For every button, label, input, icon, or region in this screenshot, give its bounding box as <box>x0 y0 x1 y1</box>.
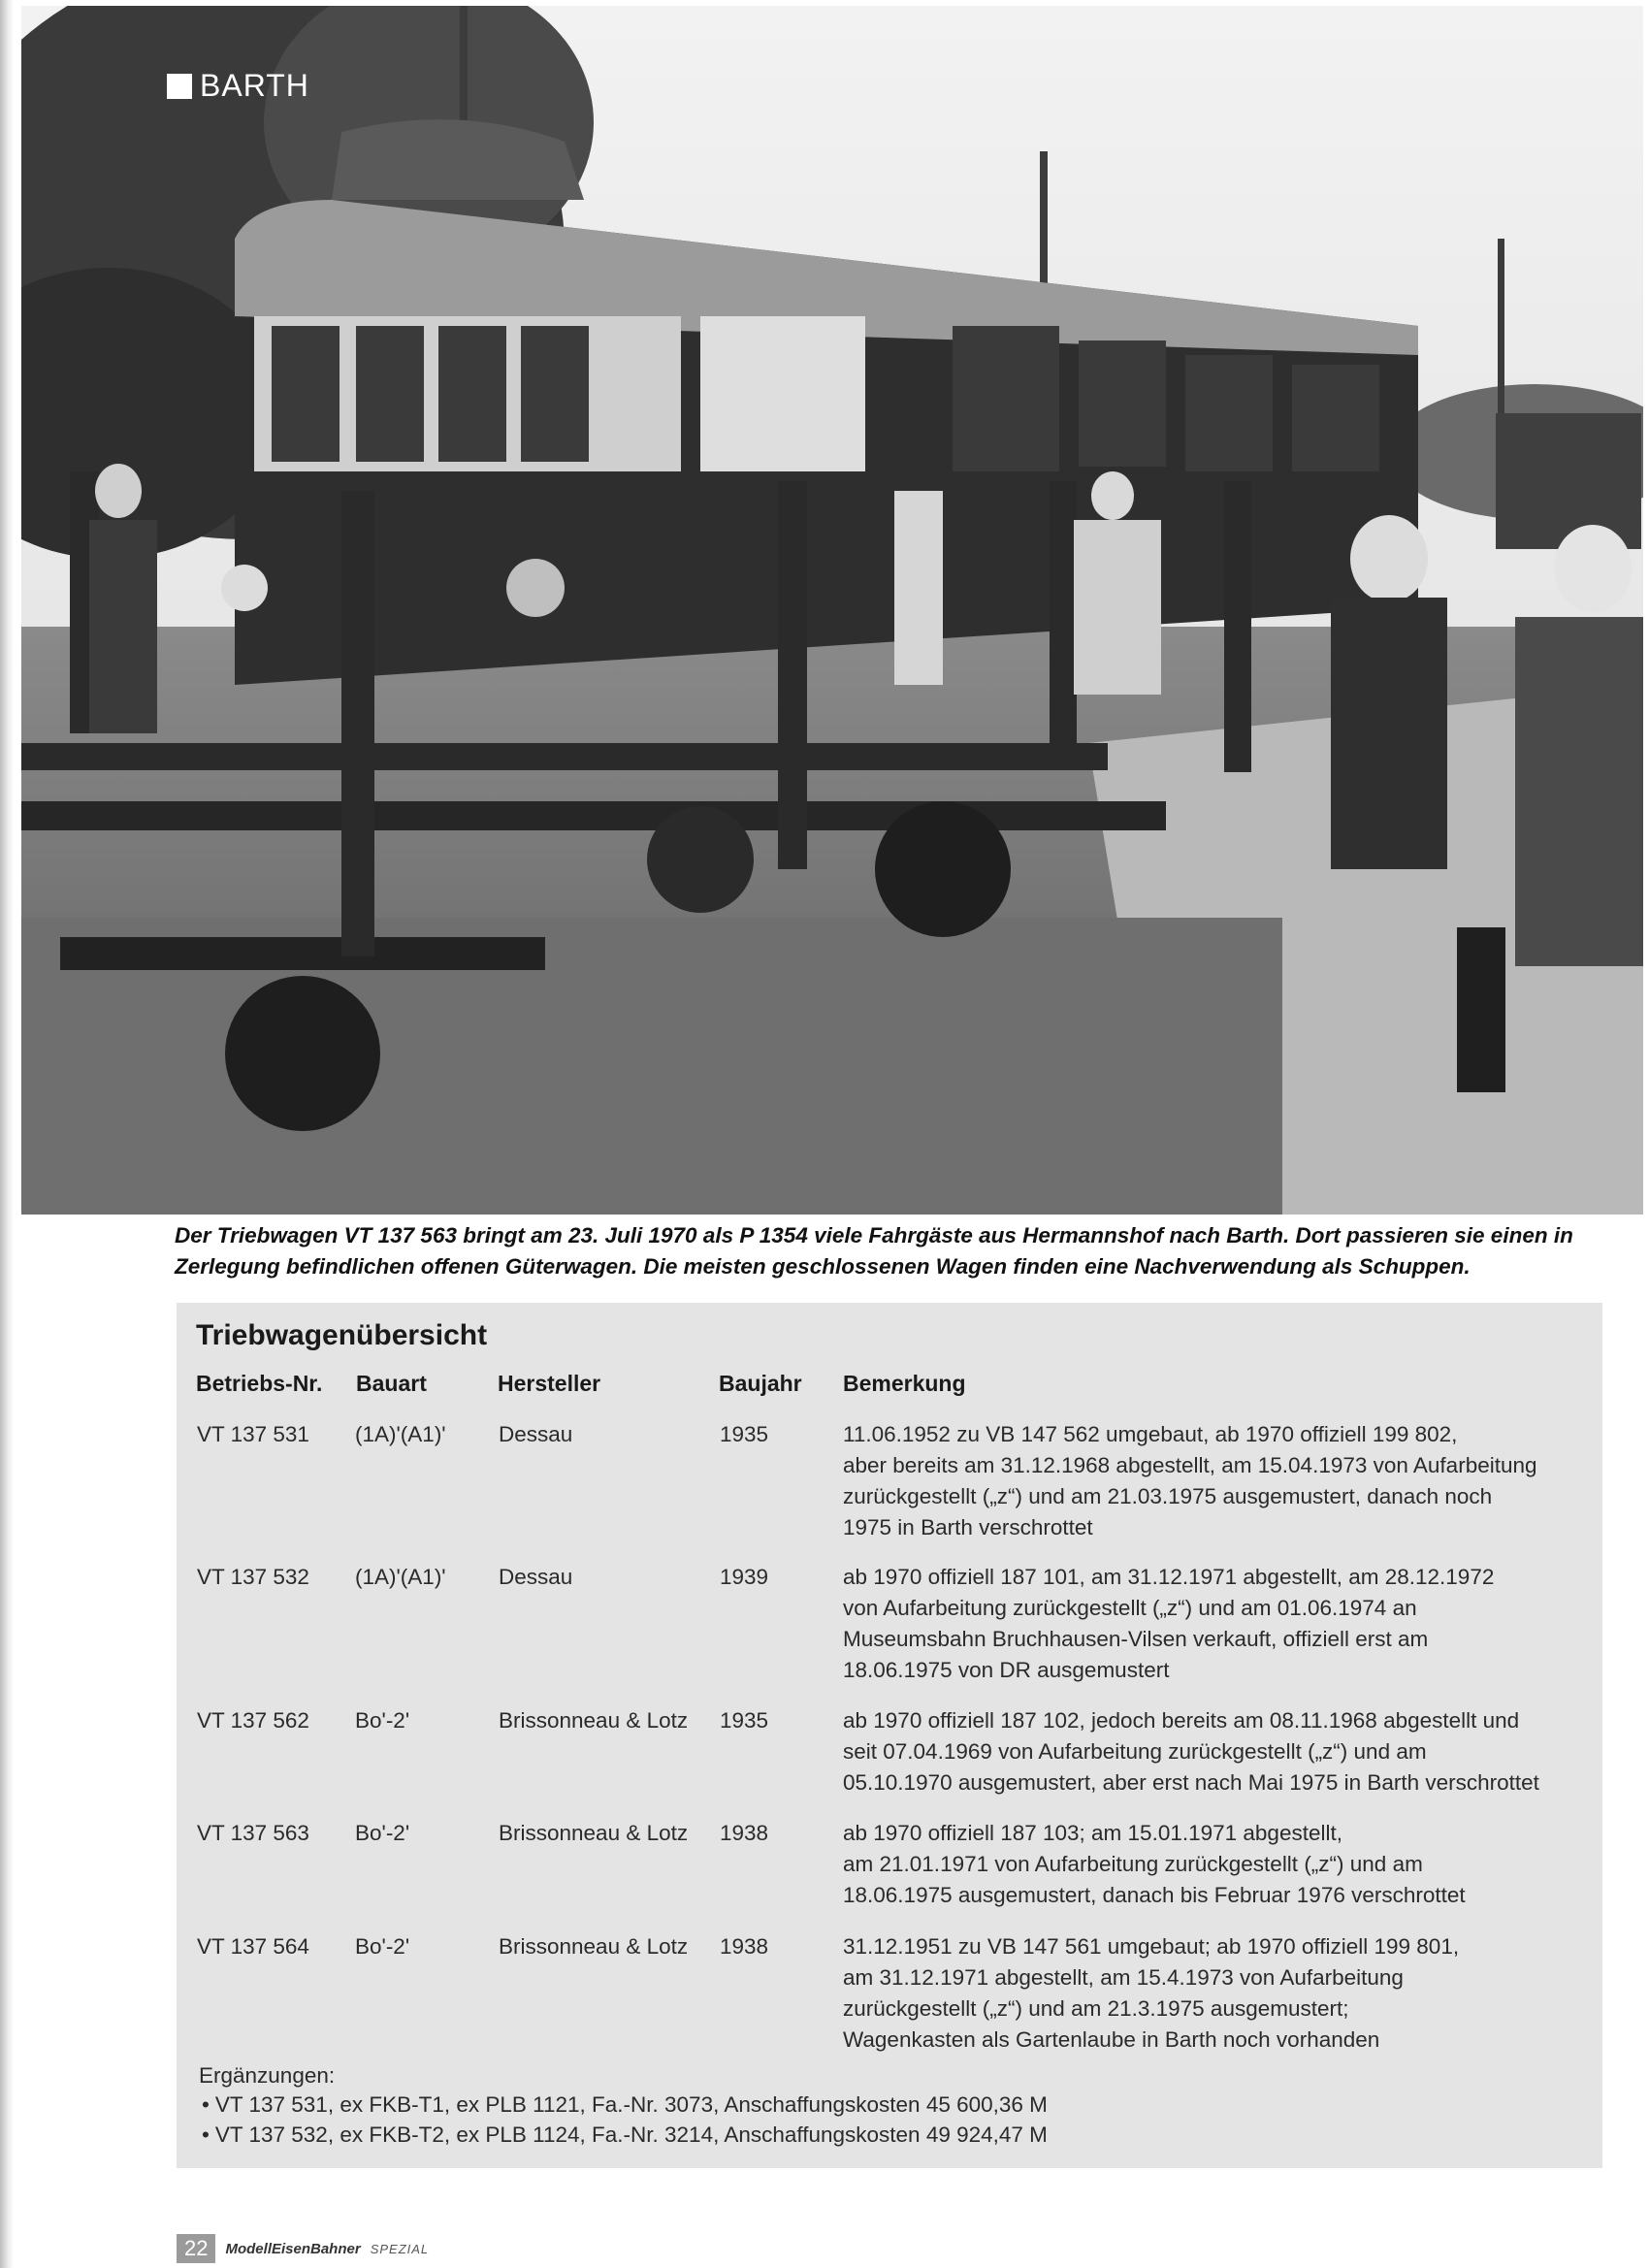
row-3-hersteller: Brissonneau & Lotz <box>499 1708 689 1733</box>
remark-line: zurückgestellt („z“) und am 21.3.1975 ausgemustert; <box>843 1996 1349 2021</box>
row-3-baujahr: 1935 <box>720 1708 769 1733</box>
supplement-item <box>202 2092 1048 2118</box>
remark-line: am 31.12.1971 abgestellt, am 15.4.1973 von Aufarbeitung <box>843 1965 1404 1990</box>
row-5-bemerkung <box>843 1931 1590 2056</box>
header-baujahr: Baujahr <box>719 1371 802 1396</box>
row-5-hersteller: Brissonneau & Lotz <box>499 1934 689 1959</box>
row-4-bauart: Bo'-2' <box>355 1821 410 1845</box>
railcar-photo-illustration <box>21 6 1643 1215</box>
remark-line: seit 07.04.1969 von Aufarbeitung zurückgestellt („z“) und am <box>843 1739 1427 1764</box>
row-2-nr: VT 137 532 <box>197 1565 309 1589</box>
row-5-nr: VT 137 564 <box>197 1934 309 1959</box>
remark-line: 1975 in Barth verschrottet <box>843 1515 1093 1539</box>
bullet-icon: • <box>202 2122 210 2147</box>
row-5-baujahr: 1938 <box>720 1934 769 1959</box>
header-hersteller: Hersteller <box>498 1371 601 1396</box>
remark-line: Museumsbahn Bruchhausen-Vilsen verkauft, offiziell erst am <box>843 1627 1429 1651</box>
remark-line: 05.10.1970 ausgemustert, aber erst nach Mai 1975 in Barth verschrottet <box>843 1770 1539 1795</box>
page-number: 22 <box>177 2234 215 2263</box>
row-1-nr: VT 137 531 <box>197 1422 309 1446</box>
railcar-photo <box>21 6 1643 1215</box>
row-4-nr: VT 137 563 <box>197 1821 309 1845</box>
section-label <box>167 68 309 104</box>
remark-line: 18.06.1975 von DR ausgemustert <box>843 1658 1170 1682</box>
row-4-hersteller: Brissonneau & Lotz <box>499 1821 689 1845</box>
remark-line: Wagenkasten als Gartenlaube in Barth noch vorhanden <box>843 2027 1380 2052</box>
row-1-baujahr: 1935 <box>720 1422 769 1446</box>
row-3-bemerkung <box>843 1705 1590 1798</box>
page-footer <box>177 2234 429 2263</box>
photo-caption: Der Triebwagen VT 137 563 bringt am 23. Juli 1970 als P 1354 viele Fahrgäste aus Hermannshof nach Barth. Dort passieren sie einen in Zerlegung befindlichen offenen Güterwagen. Die meisten geschlossenen Wagen finden eine Nachverwendung als Schuppen. <box>175 1223 1573 1279</box>
bullet-icon: • <box>202 2092 210 2117</box>
row-2-bemerkung <box>843 1562 1590 1686</box>
supplement-item <box>202 2122 1048 2148</box>
remark-line: zurückgestellt („z“) und am 21.03.1975 ausgemustert, danach noch <box>843 1484 1493 1508</box>
row-4-baujahr: 1938 <box>720 1821 769 1845</box>
section-square-icon <box>167 74 192 99</box>
remark-line: aber bereits am 31.12.1968 abgestellt, am 15.04.1973 von Aufarbeitung <box>843 1453 1537 1477</box>
row-1-hersteller: Dessau <box>499 1422 573 1446</box>
remark-line: am 21.01.1971 von Aufarbeitung zurückgestellt („z“) und am <box>843 1852 1423 1876</box>
remark-line: ab 1970 offiziell 187 101, am 31.12.1971 abgestellt, am 28.12.1972 <box>843 1565 1495 1589</box>
row-1-bauart: (1A)'(A1)' <box>355 1422 446 1446</box>
row-3-bauart: Bo'-2' <box>355 1708 410 1733</box>
remark-line: 31.12.1951 zu VB 147 561 umgebaut; ab 1970 offiziell 199 801, <box>843 1934 1460 1959</box>
magazine-brand: ModellEisenBahner <box>225 2240 361 2257</box>
remark-line: von Aufarbeitung zurückgestellt („z“) und am 01.06.1974 an <box>843 1596 1417 1620</box>
supplement-text: VT 137 532, ex FKB-T2, ex PLB 1124, Fa.-Nr. 3214, Anschaffungskosten 49 924,47 M <box>214 2122 1048 2147</box>
table-title: Triebwagenübersicht <box>196 1319 488 1351</box>
row-3-nr: VT 137 562 <box>197 1708 309 1733</box>
page-edge-shadow <box>0 0 14 2268</box>
row-1-bemerkung <box>843 1419 1590 1543</box>
remark-line: ab 1970 offiziell 187 102, jedoch bereits am 08.11.1968 abgestellt und <box>843 1708 1520 1733</box>
row-5-bauart: Bo'-2' <box>355 1934 410 1959</box>
header-bauart: Bauart <box>356 1371 427 1396</box>
remark-line: 18.06.1975 ausgemustert, danach bis Februar 1976 verschrottet <box>843 1883 1466 1907</box>
row-4-bemerkung <box>843 1818 1590 1911</box>
supplement-text: VT 137 531, ex FKB-T1, ex PLB 1121, Fa.-Nr. 3073, Anschaffungskosten 45 600,36 M <box>214 2092 1048 2117</box>
section-label-text: BARTH <box>200 68 309 103</box>
header-bemerkung: Bemerkung <box>843 1371 966 1396</box>
supplements-title: Ergänzungen: <box>199 2063 336 2088</box>
row-2-bauart: (1A)'(A1)' <box>355 1565 446 1589</box>
remark-line: 11.06.1952 zu VB 147 562 umgebaut, ab 1970 offiziell 199 802, <box>843 1422 1458 1446</box>
remark-line: ab 1970 offiziell 187 103; am 15.01.1971 abgestellt, <box>843 1821 1342 1845</box>
header-nr: Betriebs-Nr. <box>196 1371 323 1396</box>
row-2-hersteller: Dessau <box>499 1565 573 1589</box>
row-2-baujahr: 1939 <box>720 1565 769 1589</box>
magazine-brand-sub: SPEZIAL <box>370 2241 430 2256</box>
